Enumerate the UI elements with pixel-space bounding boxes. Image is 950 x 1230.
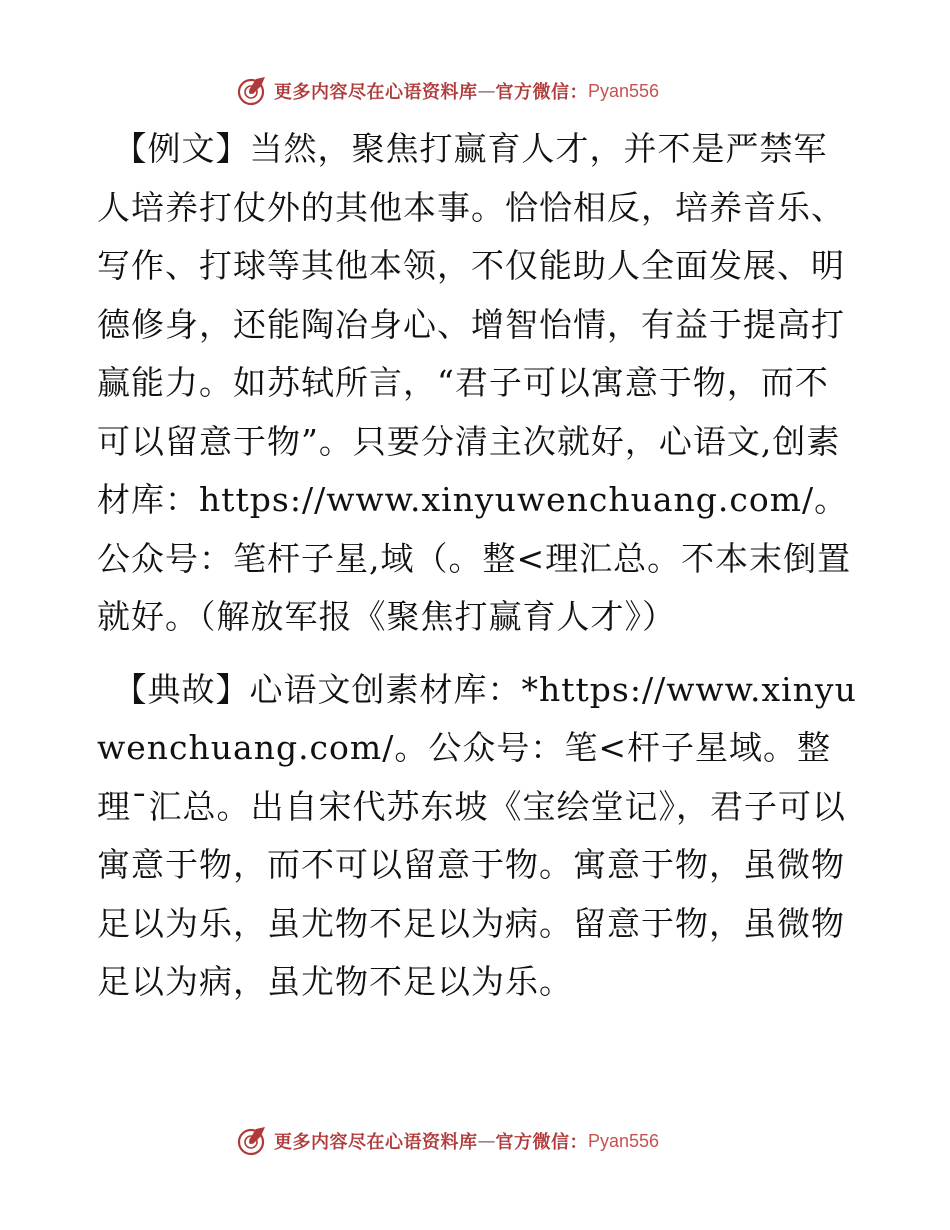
footer-banner <box>236 1124 716 1158</box>
banner-dash: — <box>477 80 496 102</box>
banner-handle: Pyan556 <box>588 80 660 101</box>
banner-dash: — <box>477 1130 496 1152</box>
header-banner <box>236 74 716 108</box>
banner-official-text: 官方微信： <box>495 82 588 103</box>
banner-site-text: 更多内容尽在心语资料库 <box>274 1132 478 1153</box>
banner-site-text: 更多内容尽在心语资料库 <box>274 82 478 103</box>
banner-handle: Pyan556 <box>588 1130 660 1151</box>
banner-official-text: 官方微信： <box>495 1132 588 1153</box>
allusion-paragraph: 【典故】心语文创素材库：*https://www.xinyuwenchuang.com/。公众号：笔<杆子星域。整理¯汇总。出自宋代苏东坡《宝绘堂记》，君子可以寓意于物，而不可以留意于物。寓意于物，虽微物足以为乐，虽尤物不足以为病。留意于物，虽微物足以为病，虽尤物不足以为乐。 <box>97 669 857 1001</box>
document-body <box>97 120 857 1012</box>
pen-circle-logo-icon <box>236 75 268 107</box>
example-paragraph: 【例文】当然，聚焦打赢育人才，并不是严禁军人培养打仗外的其他本事。恰恰相反，培养音乐、写作、打球等其他本领，不仅能助人全面发展、明德修身，还能陶冶身心、增智怡情，有益于提高打赢能力。如苏轼所言，“君子可以寓意于物，而不可以留意于物”。只要分清主次就好，心语文,创素材库：https://www.xinyuwenchuang.com/。公众号：笔杆子星,域（。整<理汇总。不本末倒置就好。（解放军报《聚焦打赢育人才》） <box>97 129 852 636</box>
pen-circle-logo-icon <box>236 1125 268 1157</box>
